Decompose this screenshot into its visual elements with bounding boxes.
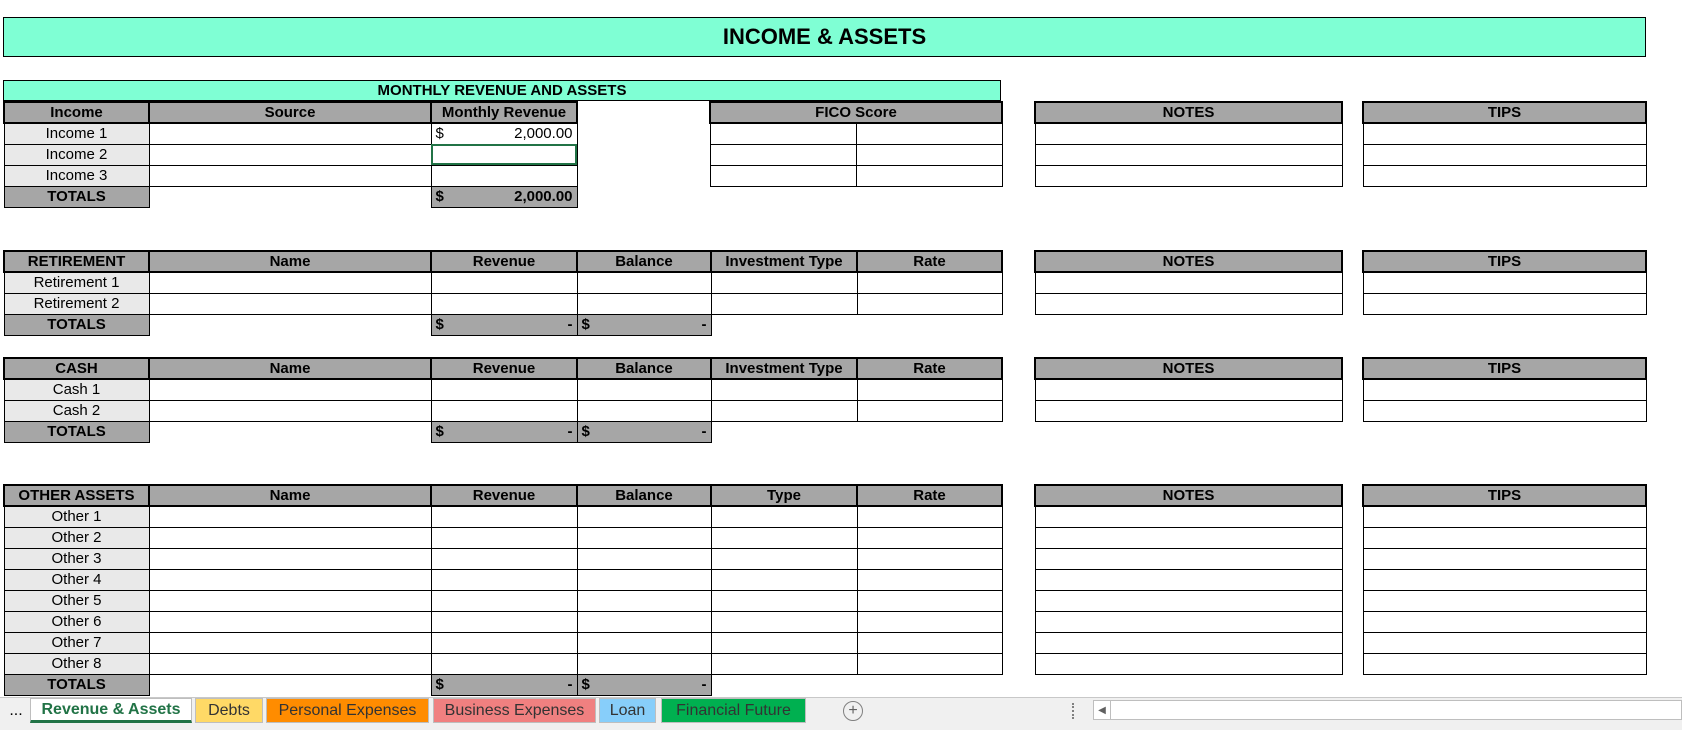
table-cell[interactable] (857, 611, 1002, 632)
notes-cell[interactable] (1035, 165, 1342, 186)
table-cell[interactable] (577, 527, 711, 548)
notes-cell[interactable] (1035, 632, 1342, 653)
revenue-header[interactable]: Revenue (431, 251, 577, 272)
tab-business-expenses[interactable] (433, 698, 596, 723)
totals-label[interactable]: TOTALS (4, 314, 149, 335)
tips-header[interactable]: TIPS (1363, 485, 1646, 506)
table-cell[interactable] (431, 611, 577, 632)
empty-cell[interactable] (711, 674, 857, 695)
retirement-table (3, 250, 1003, 336)
name-header[interactable]: Name (149, 358, 431, 379)
table-cell[interactable] (149, 548, 431, 569)
cash-balance-total[interactable] (577, 421, 711, 442)
empty-cell[interactable] (711, 421, 857, 442)
table-cell[interactable] (711, 506, 857, 527)
tab-label: Business Expenses (444, 701, 585, 719)
total-value: - (567, 676, 573, 693)
tab-loan[interactable] (599, 698, 656, 723)
empty-cell[interactable] (857, 421, 1002, 442)
table-cell[interactable] (149, 632, 431, 653)
currency-symbol: $ (581, 423, 590, 440)
empty-cell[interactable] (149, 421, 431, 442)
table-cell[interactable] (857, 379, 1002, 400)
total-value: 2,000.00 (514, 188, 573, 205)
table-cell[interactable] (711, 569, 857, 590)
name-header[interactable]: Name (149, 485, 431, 506)
fico-cell[interactable] (856, 144, 1002, 165)
table-cell[interactable] (711, 272, 857, 293)
tips-cell[interactable] (1363, 569, 1646, 590)
income-revenue-cell[interactable] (431, 123, 577, 144)
currency-symbol: $ (435, 676, 444, 693)
table-cell[interactable] (149, 527, 431, 548)
fico-cell[interactable] (710, 144, 856, 165)
retirement-row-label[interactable]: Retirement 2 (4, 293, 149, 314)
notes-cell[interactable] (1035, 548, 1342, 569)
retirement-balance-total[interactable] (577, 314, 711, 335)
tips-cell[interactable] (1363, 379, 1646, 400)
currency-symbol: $ (581, 316, 590, 333)
table-cell[interactable] (149, 400, 431, 421)
tab-revenue-assets[interactable] (30, 698, 192, 723)
tab-personal-expenses[interactable] (266, 698, 429, 723)
table-cell[interactable] (431, 527, 577, 548)
table-cell[interactable] (711, 400, 857, 421)
page-title: INCOME & ASSETS (3, 17, 1646, 57)
revenue-value: 2,000.00 (514, 125, 573, 143)
revenue-header[interactable]: Revenue (431, 485, 577, 506)
cash-revenue-total[interactable] (431, 421, 577, 442)
table-cell[interactable] (711, 590, 857, 611)
currency-symbol: $ (435, 188, 444, 205)
tips-cell[interactable] (1363, 527, 1646, 548)
notes-header[interactable]: NOTES (1035, 358, 1342, 379)
tips-table (1362, 250, 1647, 315)
table-cell[interactable] (857, 569, 1002, 590)
tips-cell[interactable] (1363, 293, 1646, 314)
other-row-label[interactable]: Other 7 (4, 632, 149, 653)
tab-debts[interactable] (195, 698, 263, 723)
table-cell[interactable] (149, 653, 431, 674)
tips-cell[interactable] (1363, 548, 1646, 569)
table-cell[interactable] (577, 569, 711, 590)
tips-table (1362, 484, 1647, 675)
other-row-label[interactable]: Other 6 (4, 611, 149, 632)
table-cell[interactable] (431, 590, 577, 611)
fico-cell[interactable] (710, 165, 856, 186)
cash-row-label[interactable]: Cash 2 (4, 400, 149, 421)
table-cell[interactable] (431, 632, 577, 653)
table-cell[interactable] (857, 548, 1002, 569)
revenue-header[interactable]: Revenue (431, 358, 577, 379)
table-cell[interactable] (857, 400, 1002, 421)
table-cell[interactable] (431, 506, 577, 527)
table-cell[interactable] (577, 506, 711, 527)
tips-header[interactable]: TIPS (1363, 251, 1646, 272)
retirement-header[interactable]: RETIREMENT (4, 251, 149, 272)
income-row-label[interactable]: Income 2 (4, 144, 149, 165)
tips-table (1362, 101, 1647, 187)
tips-header[interactable]: TIPS (1363, 102, 1646, 123)
table-cell[interactable] (149, 569, 431, 590)
tab-financial-future[interactable] (661, 698, 806, 723)
tips-cell[interactable] (1363, 144, 1646, 165)
table-cell[interactable] (577, 400, 711, 421)
currency-symbol: $ (581, 676, 590, 693)
retirement-row-label[interactable]: Retirement 1 (4, 272, 149, 293)
tips-cell[interactable] (1363, 400, 1646, 421)
other-row-label[interactable]: Other 8 (4, 653, 149, 674)
horizontal-scrollbar[interactable] (1093, 700, 1682, 720)
tab-label: Financial Future (676, 701, 791, 719)
table-cell[interactable] (149, 272, 431, 293)
more-tabs-button[interactable]: ... (9, 701, 23, 719)
other-balance-total[interactable] (577, 674, 711, 695)
monthly-revenue-header[interactable]: Monthly Revenue (431, 102, 577, 123)
notes-cell[interactable] (1035, 506, 1342, 527)
table-cell[interactable] (577, 272, 711, 293)
table-cell[interactable] (577, 632, 711, 653)
total-value: - (567, 423, 573, 440)
rate-header[interactable]: Rate (857, 358, 1002, 379)
notes-cell[interactable] (1035, 611, 1342, 632)
notes-header[interactable]: NOTES (1035, 251, 1342, 272)
tips-cell[interactable] (1363, 653, 1646, 674)
empty-cell[interactable] (149, 674, 431, 695)
tab-splitter-handle[interactable] (1072, 703, 1077, 719)
notes-cell[interactable] (1035, 379, 1342, 400)
notes-cell[interactable] (1035, 569, 1342, 590)
table-cell[interactable] (431, 569, 577, 590)
table-cell[interactable] (711, 379, 857, 400)
notes-cell[interactable] (1035, 527, 1342, 548)
table-cell[interactable] (577, 293, 711, 314)
notes-cell[interactable] (1035, 293, 1342, 314)
table-cell[interactable] (711, 632, 857, 653)
other-row-label[interactable]: Other 4 (4, 569, 149, 590)
notes-table (1034, 357, 1343, 422)
table-cell[interactable] (149, 506, 431, 527)
other-revenue-total[interactable] (431, 674, 577, 695)
totals-label[interactable]: TOTALS (4, 674, 149, 695)
notes-header[interactable]: NOTES (1035, 485, 1342, 506)
balance-header[interactable]: Balance (577, 485, 711, 506)
empty-cell[interactable] (857, 674, 1002, 695)
fico-cell[interactable] (856, 165, 1002, 186)
notes-cell[interactable] (1035, 400, 1342, 421)
table-cell[interactable] (857, 632, 1002, 653)
total-value: - (701, 423, 707, 440)
tips-cell[interactable] (1363, 506, 1646, 527)
table-cell[interactable] (431, 400, 577, 421)
table-cell[interactable] (577, 548, 711, 569)
tips-cell[interactable] (1363, 272, 1646, 293)
totals-label[interactable]: TOTALS (4, 421, 149, 442)
table-cell[interactable] (857, 527, 1002, 548)
fico-header[interactable]: FICO Score (710, 102, 1002, 123)
notes-table (1034, 250, 1343, 315)
notes-cell[interactable] (1035, 123, 1342, 144)
empty-cell[interactable] (711, 314, 857, 335)
cash-header[interactable]: CASH (4, 358, 149, 379)
tips-table (1362, 357, 1647, 422)
table-cell[interactable] (857, 272, 1002, 293)
other-row-label[interactable]: Other 5 (4, 590, 149, 611)
tab-label: Loan (609, 701, 646, 719)
table-cell[interactable] (149, 611, 431, 632)
other-row-label[interactable]: Other 3 (4, 548, 149, 569)
notes-cell[interactable] (1035, 590, 1342, 611)
total-value: - (701, 316, 707, 333)
tips-cell[interactable] (1363, 632, 1646, 653)
income-table (3, 101, 578, 208)
scroll-left-icon[interactable]: ◀ (1094, 701, 1111, 719)
other-assets-table (3, 484, 1003, 696)
other-row-label[interactable]: Other 2 (4, 527, 149, 548)
table-cell[interactable] (577, 611, 711, 632)
total-value: - (567, 316, 573, 333)
totals-label[interactable]: TOTALS (4, 186, 149, 207)
fico-cell[interactable] (710, 123, 856, 144)
income-row-label[interactable]: Income 1 (4, 123, 149, 144)
table-cell[interactable] (711, 611, 857, 632)
income-source-cell[interactable] (149, 144, 431, 165)
table-cell[interactable] (857, 293, 1002, 314)
table-cell[interactable] (149, 379, 431, 400)
notes-cell[interactable] (1035, 653, 1342, 674)
table-cell[interactable] (431, 272, 577, 293)
table-cell[interactable] (431, 653, 577, 674)
cash-row-label[interactable]: Cash 1 (4, 379, 149, 400)
table-cell[interactable] (711, 527, 857, 548)
add-sheet-icon[interactable]: + (843, 701, 863, 721)
income-total-cell[interactable] (431, 186, 577, 207)
table-cell[interactable] (149, 293, 431, 314)
income-revenue-cell[interactable] (431, 165, 577, 186)
section-title: MONTHLY REVENUE AND ASSETS (3, 80, 1001, 101)
tips-cell[interactable] (1363, 123, 1646, 144)
currency-symbol: $ (435, 125, 444, 143)
source-header[interactable]: Source (149, 102, 431, 123)
currency-symbol: $ (435, 423, 444, 440)
table-cell[interactable] (577, 653, 711, 674)
balance-header[interactable]: Balance (577, 358, 711, 379)
table-cell[interactable] (857, 653, 1002, 674)
rate-header[interactable]: Rate (857, 251, 1002, 272)
tab-label: Personal Expenses (278, 701, 417, 719)
tips-cell[interactable] (1363, 590, 1646, 611)
empty-cell[interactable] (857, 314, 1002, 335)
other-assets-header[interactable]: OTHER ASSETS (4, 485, 149, 506)
currency-symbol: $ (435, 316, 444, 333)
income-source-cell[interactable] (149, 165, 431, 186)
notes-table (1034, 101, 1343, 187)
tab-label: Revenue & Assets (41, 700, 181, 718)
total-value: - (701, 676, 707, 693)
investment-type-header[interactable]: Investment Type (711, 358, 857, 379)
table-cell[interactable] (149, 590, 431, 611)
table-cell[interactable] (431, 548, 577, 569)
retirement-revenue-total[interactable] (431, 314, 577, 335)
selected-cell[interactable] (431, 144, 577, 165)
table-cell[interactable] (857, 506, 1002, 527)
notes-table (1034, 484, 1343, 675)
name-header[interactable]: Name (149, 251, 431, 272)
investment-type-header[interactable]: Investment Type (711, 251, 857, 272)
other-row-label[interactable]: Other 1 (4, 506, 149, 527)
income-header[interactable]: Income (4, 102, 149, 123)
fico-cell[interactable] (856, 123, 1002, 144)
table-cell[interactable] (577, 379, 711, 400)
table-cell[interactable] (577, 590, 711, 611)
balance-header[interactable]: Balance (577, 251, 711, 272)
table-cell[interactable] (711, 653, 857, 674)
table-cell[interactable] (857, 590, 1002, 611)
table-cell[interactable] (431, 293, 577, 314)
table-cell[interactable] (711, 548, 857, 569)
cash-table (3, 357, 1003, 443)
empty-cell[interactable] (149, 186, 431, 207)
tips-header[interactable]: TIPS (1363, 358, 1646, 379)
notes-header[interactable]: NOTES (1035, 102, 1342, 123)
tips-cell[interactable] (1363, 165, 1646, 186)
tab-label: Debts (208, 701, 250, 719)
tips-cell[interactable] (1363, 611, 1646, 632)
table-cell[interactable] (711, 293, 857, 314)
income-source-cell[interactable] (149, 123, 431, 144)
fico-table (709, 101, 1003, 187)
empty-cell[interactable] (149, 314, 431, 335)
type-header[interactable]: Type (711, 485, 857, 506)
rate-header[interactable]: Rate (857, 485, 1002, 506)
notes-cell[interactable] (1035, 144, 1342, 165)
income-row-label[interactable]: Income 3 (4, 165, 149, 186)
table-cell[interactable] (431, 379, 577, 400)
notes-cell[interactable] (1035, 272, 1342, 293)
